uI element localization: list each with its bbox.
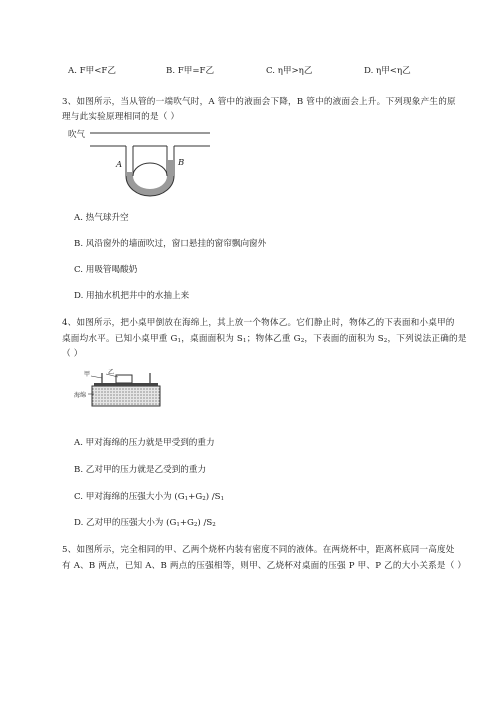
q4-stem-part2: ，桌面面积为 S	[181, 334, 244, 344]
plus-g: +G	[188, 492, 203, 502]
q2-option-d[interactable]: D. η甲<η乙	[364, 66, 411, 76]
q5-stem-line2: 有 A、B 两点，已知 A、B 两点的压强相等，则甲、乙烧杯对桌面的压强 P 甲、P 乙的大小关系是（ ）	[62, 561, 467, 571]
sub-2: 2	[300, 338, 305, 344]
q4-stem-line2	[62, 332, 467, 344]
label-jia: 甲	[84, 371, 91, 378]
blow-label: 吹气	[68, 130, 86, 140]
q4-stem-part5: ，下列说法正确的是	[387, 334, 467, 344]
q3-choice-a[interactable]: A. 热气球升空	[74, 213, 129, 223]
q3-u-tube-figure	[68, 124, 220, 200]
q3-choice-d[interactable]: D. 用抽水机把井中的水抽上来	[74, 291, 190, 301]
sub-1: 1	[220, 496, 225, 502]
choice-d-text: D. 乙对甲的压强大小为 (G	[74, 518, 177, 528]
q3-stem-line2: 理与此实验原理相同的是（ ）	[62, 112, 180, 122]
q4-choice-a[interactable]: A. 甲对海绵的压力就是甲受到的重力	[74, 438, 215, 448]
q2-option-a[interactable]: A. F甲<F乙	[68, 66, 116, 76]
tube-a-label: A	[116, 160, 123, 170]
choice-c-text: C. 甲对海绵的压强大小为 (G	[74, 492, 185, 502]
q4-stem-part3: ；物体乙重 G	[246, 334, 301, 344]
q4-stem-line1: 4、如图所示，把小桌甲倒放在海绵上，其上放一个物体乙。它们静止时，物体乙的下表面和小桌甲的	[62, 318, 455, 328]
sub-1: 1	[176, 522, 180, 528]
q3-choice-b[interactable]: B. 风沿窗外的墙面吹过，窗口悬挂的窗帘飘向窗外	[74, 239, 267, 249]
q2-option-b[interactable]: B. F甲=F乙	[166, 66, 215, 76]
divide-s: ) /S	[197, 518, 213, 528]
sub-2: 2	[202, 496, 206, 502]
label-yi: 乙	[108, 369, 115, 376]
q3-stem-line1: 3、如图所示，当从管的一端吹气时，A 管中的液面会下降，B 管中的液面会上升。下列现象产生的原	[62, 97, 456, 107]
u-tube-diagram	[68, 124, 220, 200]
q4-choice-b[interactable]: B. 乙对甲的压力就是乙受到的重力	[74, 465, 207, 475]
label-sponge: 海绵	[74, 392, 87, 399]
q5-stem-line1: 5、如图所示，完全相同的甲、乙两个烧杯内装有密度不同的液体。在两烧杯中，距离杯底同一高度处	[62, 545, 455, 555]
sub-1: 1	[184, 496, 189, 502]
tube-b-label: B	[178, 158, 185, 168]
q4-table-sponge-figure	[74, 370, 164, 410]
q4-choice-c[interactable]	[74, 490, 224, 502]
q3-choice-c[interactable]: C. 用吸管喝酸奶	[74, 265, 138, 275]
q2-option-c[interactable]: C. η甲>η乙	[266, 66, 313, 76]
sub-2: 2	[383, 338, 388, 344]
q4-stem-line3: （ ）	[62, 349, 83, 359]
sub-1: 1	[243, 338, 247, 344]
plus-g: +G	[179, 518, 194, 528]
sub-2: 2	[193, 522, 198, 528]
sub-1: 1	[177, 338, 182, 344]
sub-2: 2	[212, 522, 216, 528]
divide-s: ) /S	[205, 492, 221, 502]
q4-choice-d[interactable]	[74, 516, 216, 528]
q4-stem-part4: ，下表面的面积为 S	[304, 334, 384, 344]
q2-options	[68, 64, 448, 78]
q4-stem-part1: 桌面均水平。已知小桌甲重 G	[62, 334, 178, 344]
